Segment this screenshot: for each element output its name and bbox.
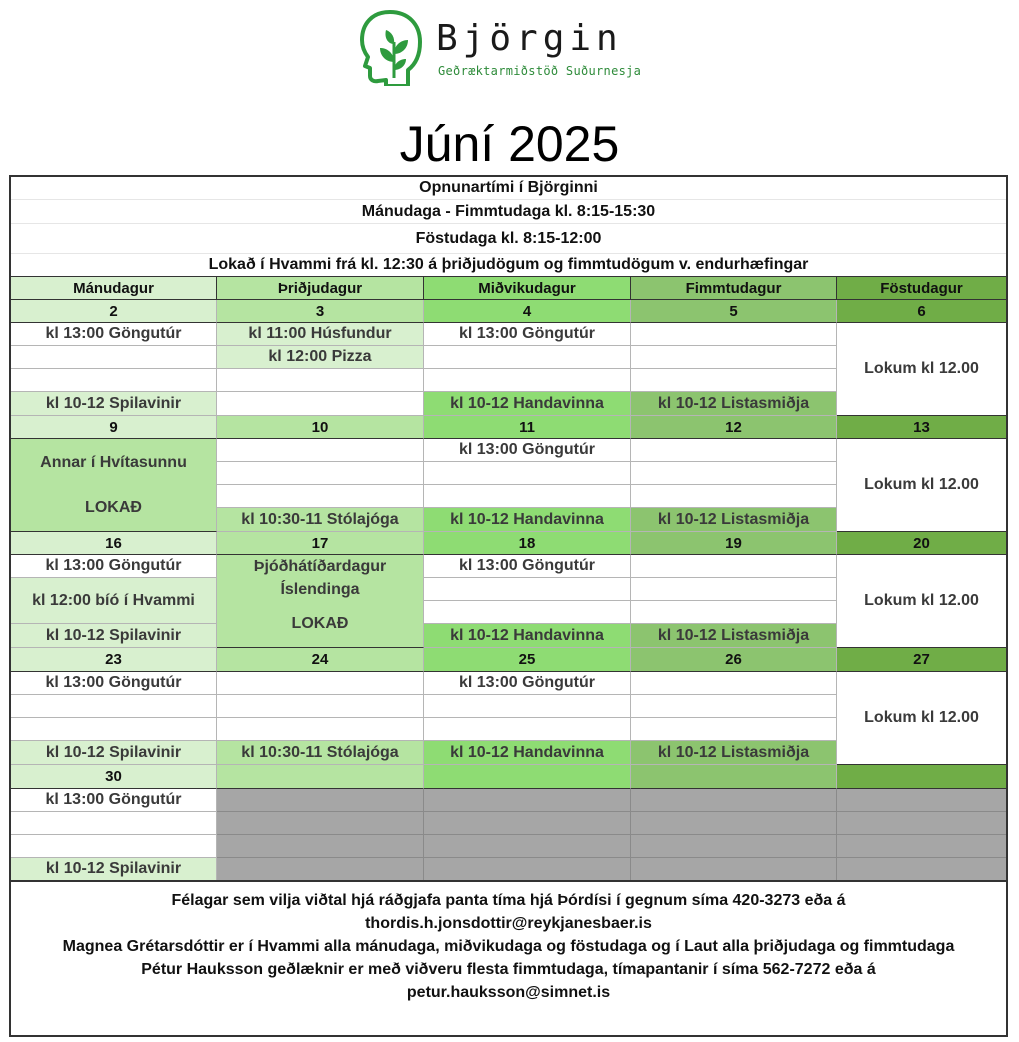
date-cell: 13 — [837, 416, 1006, 439]
event-cell: kl 10-12 Listasmiðja — [631, 624, 837, 648]
event-cell: kl 10:30-11 Stólajóga — [217, 508, 424, 532]
day-header-monday: Mánudagur — [11, 277, 217, 300]
friday-closing-cell: Lokum kl 12.00 — [837, 439, 1006, 532]
event-cell: kl 13:00 Göngutúr — [424, 555, 631, 578]
event-cell: kl 13:00 Göngutúr — [11, 672, 217, 695]
friday-closing-cell: Lokum kl 12.00 — [837, 672, 1006, 765]
holiday-closed-label: LOKAÐ — [291, 615, 349, 632]
empty-cell — [424, 835, 631, 858]
empty-cell — [837, 835, 1006, 858]
holiday-cell — [11, 439, 217, 532]
empty-cell — [217, 812, 424, 835]
day-header-friday: Föstudagur — [837, 277, 1006, 300]
event-cell: kl 10-12 Listasmiðja — [631, 392, 837, 416]
head-with-plant-icon — [356, 8, 426, 86]
event-cell — [424, 578, 631, 601]
event-cell — [631, 718, 837, 741]
empty-cell — [631, 835, 837, 858]
event-cell: kl 13:00 Göngutúr — [424, 672, 631, 695]
event-cell — [217, 462, 424, 485]
footer-note-psychiatrist: Pétur Hauksson geðlæknir er með viðveru flesta fimmtudaga, tímapantanir í síma 562-7272 eða á petur.hauksson@simnet.is — [141, 961, 876, 1001]
opening-friday: Föstudaga kl. 8:15-12:00 — [11, 224, 1006, 254]
event-cell — [11, 718, 217, 741]
footer-notes — [9, 881, 1008, 1037]
event-cell — [11, 369, 217, 392]
opening-weekdays: Mánudaga - Fimmtudaga kl. 8:15-15:30 — [11, 200, 1006, 224]
friday-closing-cell: Lokum kl 12.00 — [837, 555, 1006, 648]
event-cell — [11, 695, 217, 718]
empty-cell — [424, 789, 631, 812]
empty-cell — [217, 858, 424, 880]
friday-closing-cell: Lokum kl 12.00 — [837, 323, 1006, 416]
date-cell: 17 — [217, 532, 424, 555]
event-cell: kl 13:00 Göngutúr — [424, 439, 631, 462]
date-cell: 6 — [837, 300, 1006, 323]
event-cell — [11, 835, 217, 858]
footer-note-counselor: Félagar sem vilja viðtal hjá ráðgjafa panta tíma hjá Þórdísi í gegnum síma 420-3273 eða á thordis.h.jonsdottir@reykjanesbaer.is — [171, 892, 846, 932]
empty-cell — [424, 812, 631, 835]
event-cell — [217, 718, 424, 741]
date-cell: 2 — [11, 300, 217, 323]
event-cell: kl 10-12 Handavinna — [424, 741, 631, 765]
date-cell: 18 — [424, 532, 631, 555]
event-cell: kl 13:00 Göngutúr — [11, 789, 217, 812]
date-cell: 16 — [11, 532, 217, 555]
event-cell: kl 13:00 Göngutúr — [11, 323, 217, 346]
date-cell — [631, 765, 837, 789]
holiday-name: Annar í Hvítasunnu — [40, 454, 187, 471]
event-cell: kl 13:00 Göngutúr — [11, 555, 217, 578]
event-cell — [424, 462, 631, 485]
day-header-tuesday: Þriðjudagur — [217, 277, 424, 300]
event-cell: kl 10-12 Handavinna — [424, 392, 631, 416]
event-cell: kl 11:00 Húsfundur — [217, 323, 424, 346]
date-cell — [837, 765, 1006, 789]
event-cell — [631, 369, 837, 392]
date-cell — [217, 765, 424, 789]
calendar-table — [9, 175, 1008, 882]
date-cell: 4 — [424, 300, 631, 323]
empty-cell — [217, 789, 424, 812]
logo — [356, 8, 656, 88]
event-cell: kl 12:00 Pizza — [217, 346, 424, 369]
empty-cell — [217, 835, 424, 858]
event-cell — [631, 323, 837, 346]
date-cell: 3 — [217, 300, 424, 323]
event-cell — [217, 439, 424, 462]
event-cell — [11, 346, 217, 369]
opening-closed-note: Lokað í Hvammi frá kl. 12:30 á þriðjudögum og fimmtudögum v. endurhæfingar — [11, 254, 1006, 277]
event-cell: kl 10-12 Spilavinir — [11, 624, 217, 648]
event-cell — [631, 346, 837, 369]
event-cell: kl 13:00 Göngutúr — [424, 323, 631, 346]
empty-cell — [837, 858, 1006, 880]
event-cell — [424, 346, 631, 369]
brand-tagline: Geðræktarmiðstöð Suðurnesja — [438, 64, 642, 78]
event-cell — [631, 672, 837, 695]
empty-cell — [837, 789, 1006, 812]
event-cell — [11, 812, 217, 835]
date-cell: 12 — [631, 416, 837, 439]
event-cell — [631, 485, 837, 508]
event-cell — [217, 392, 424, 416]
event-cell — [631, 439, 837, 462]
date-cell: 23 — [11, 648, 217, 672]
date-cell: 5 — [631, 300, 837, 323]
empty-cell — [631, 789, 837, 812]
date-cell: 9 — [11, 416, 217, 439]
event-cell — [424, 601, 631, 624]
date-cell: 11 — [424, 416, 631, 439]
date-cell: 26 — [631, 648, 837, 672]
event-cell — [631, 555, 837, 578]
event-cell — [631, 578, 837, 601]
page-title: Júní 2025 — [399, 116, 620, 172]
event-cell: kl 10-12 Spilavinir — [11, 741, 217, 765]
holiday-closed-label: LOKAÐ — [85, 499, 142, 516]
event-cell — [424, 718, 631, 741]
empty-cell — [424, 858, 631, 880]
event-cell: kl 10-12 Spilavinir — [11, 858, 217, 880]
event-cell: kl 10-12 Listasmiðja — [631, 741, 837, 765]
event-cell — [631, 695, 837, 718]
empty-cell — [837, 812, 1006, 835]
footer-note-magnea: Magnea Grétarsdóttir er í Hvammi alla mánudaga, miðvikudaga og föstudaga og í Laut alla þriðjudaga og fimmtudaga — [62, 938, 955, 955]
date-cell: 30 — [11, 765, 217, 789]
event-cell: kl 10-12 Listasmiðja — [631, 508, 837, 532]
date-cell: 24 — [217, 648, 424, 672]
event-cell — [217, 695, 424, 718]
event-cell: kl 10-12 Spilavinir — [11, 392, 217, 416]
date-cell — [424, 765, 631, 789]
event-cell — [424, 369, 631, 392]
date-cell: 19 — [631, 532, 837, 555]
event-cell: kl 10-12 Handavinna — [424, 624, 631, 648]
event-cell: kl 10:30-11 Stólajóga — [217, 741, 424, 765]
event-cell — [631, 601, 837, 624]
opening-heading: Opnunartími í Björginni — [11, 177, 1006, 200]
holiday-name: Þjóðhátíðardagur Íslendinga — [253, 558, 387, 598]
day-header-thursday: Fimmtudagur — [631, 277, 837, 300]
event-cell — [217, 485, 424, 508]
event-cell: kl 10-12 Handavinna — [424, 508, 631, 532]
date-cell: 25 — [424, 648, 631, 672]
date-cell: 10 — [217, 416, 424, 439]
event-cell — [631, 462, 837, 485]
holiday-cell — [217, 555, 424, 648]
event-cell — [217, 369, 424, 392]
date-cell: 27 — [837, 648, 1006, 672]
empty-cell — [631, 812, 837, 835]
brand-name: Björgin — [436, 18, 623, 59]
event-cell — [424, 485, 631, 508]
event-cell — [217, 672, 424, 695]
date-cell: 20 — [837, 532, 1006, 555]
event-cell: kl 12:00 bíó í Hvammi — [11, 578, 217, 624]
empty-cell — [631, 858, 837, 880]
event-cell — [424, 695, 631, 718]
day-header-wednesday: Miðvikudagur — [424, 277, 631, 300]
